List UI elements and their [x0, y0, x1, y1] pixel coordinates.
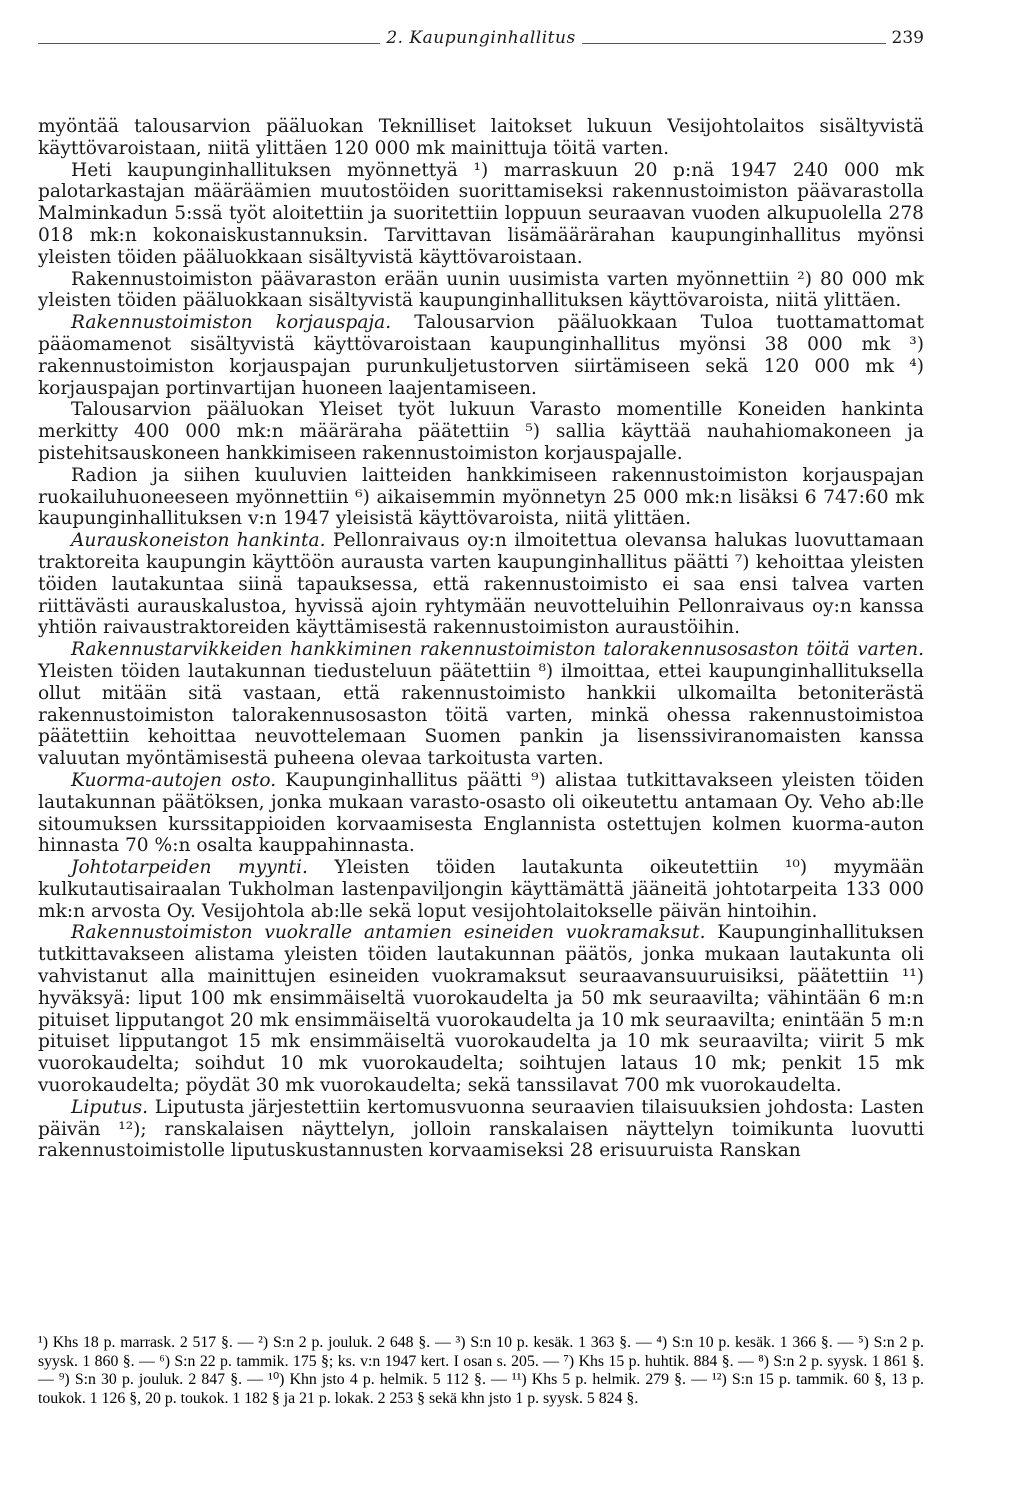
paragraph [38, 639, 924, 770]
paragraph [38, 465, 924, 530]
paragraph-text: Heti kaupunginhallituksen myönnettyä ¹) marraskuun 20 p:nä 1947 240 000 mk palotarkastajan määräämien muutostöiden suorittamiseksi rakennustoimiston päävarastolla Malminkadun 5:ssä työt aloitettiin ja suoritettiin loppuun seuraavan vuoden alkupuolella 278 018 mk:n kokonaiskustannuksin. Tarvittavan lisämäärärahan kaupunginhallitus myönsi yleisten töiden pääluokkaan sisältyvistä käyttövaroistaan. [38, 159, 924, 268]
page-header [38, 28, 924, 62]
paragraph-heading: Rakennustoimiston vuokralle antamien esineiden vuokramaksut. [71, 922, 706, 944]
header-section-title [38, 28, 924, 48]
paragraph-text: Liputusta järjestettiin kertomusvuonna seuraavien tilaisuuksien johdosta: Lasten päivän ¹²); ranskalaisen näyttelyn, jolloin ranskalaisen näyttelyn toimikunta luovutti rakennustoimistolle liputuskustannusten korvaamiseksi 28 erisuuruista Ranskan [38, 1096, 924, 1162]
paragraph [38, 530, 924, 639]
paragraph-heading: Rakennustarvikkeiden hankkiminen rakennustoimiston talorakennusosaston töitä varten. [71, 639, 924, 661]
paragraph-text: Rakennustoimiston päävaraston erään uunin uusimista varten myönnettiin ²) 80 000 mk yleisten töiden pääluokkaan sisältyvistä kaupunginhallituksen käyttövaroista, niitä ylittäen. [38, 268, 924, 312]
paragraph-text: Kaupunginhallitus päätti ⁹) alistaa tutkittavakseen yleisten töiden lautakunnan päätöksen, jonka mukaan varasto-osasto oli oikeutettu antamaan Oy. Veho ab:lle sitoumuksen kurssitappioiden korvaamisesta Englannista ostettujen kolmen kuorma-auton hinnasta 70 %:n osalta kauppahinnasta. [38, 769, 924, 857]
paragraph [38, 922, 924, 1096]
document-page [38, 28, 924, 1162]
body-text [38, 116, 924, 1162]
paragraph [38, 770, 924, 857]
paragraph-heading: Rakennustoimiston korjauspaja. [71, 312, 392, 334]
paragraph [38, 857, 924, 922]
paragraph [38, 399, 924, 464]
paragraph [38, 116, 924, 160]
paragraph-text: Talousarvion pääluokan Yleiset työt lukuun Varasto momentille Koneiden hankinta merkitty 400 000 mk:n määräraha päätettiin ⁵) sallia käyttää nauhahiomakoneen ja pistehitsauskoneen hankkimiseen rakennustoimiston korjauspajalle. [38, 399, 924, 464]
paragraph-text: myöntää talousarvion pääluokan Teknilliset laitokset lukuun Vesijohtolaitos sisältyvistä käyttövaroistaan, niitä ylittäen 120 000 mk mainittuja töitä varten. [38, 116, 924, 159]
footnotes [38, 1334, 924, 1408]
footnote-text: ¹) Khs 18 p. marrask. 2 517 §. — ²) S:n 2 p. jouluk. 2 648 §. — ³) S:n 10 p. kesäk. 1 363 §. — ⁴) S:n 10 p. kesäk. 1 366 §. — ⁵) S:n 2 p. syysk. 1 860 §. — ⁶) S:n 22 p. tammik. 175 §; ks. v:n 1947 kert. I osan s. 205. — ⁷) Khs 15 p. huhtik. 884 §. — ⁸) S:n 2 p. syysk. 1 861 §. — ⁹) S:n 30 p. jouluk. 2 847 §. — ¹⁰) Khn jsto 4 p. helmik. 5 112 §. — ¹¹) Khs 5 p. helmik. 279 §. — ¹²) S:n 15 p. tammik. 60 §, 13 p. toukok. 1 126 §, 20 p. toukok. 1 182 § ja 21 p. lokak. 2 253 § sekä khn jsto 1 p. syysk. 5 824 §. [38, 1334, 924, 1407]
paragraph-text: Yleisten töiden lautakunta oikeutettiin ¹⁰) myymään kulkutautisairaalan Tukholman lastenpaviljongin käyttämättä jääneitä johtotarpeita 133 000 mk:n arvosta Oy. Vesijohtola ab:lle sekä loput vesijohtolaitokselle päivän hintoihin. [38, 857, 924, 922]
paragraph [38, 1097, 924, 1162]
paragraph-text: Radion ja siihen kuuluvien laitteiden hankkimiseen rakennustoimiston korjauspajan ruokailuhuoneeseen myönnettiin ⁶) aikaisemmin myönnetyn 25 000 mk:n lisäksi 6 747:60 mk kaupunginhallituksen v:n 1947 yleisistä käyttövaroista, niitä ylittäen. [38, 464, 924, 530]
paragraph-text: Pellonraivaus oy:n ilmoitettua olevansa halukas luovuttamaan traktoreita kaupungin käyttöön aurausta varten kaupunginhallitus päätti ⁷) kehoittaa yleisten töiden lautakuntaa siinä tapauksessa, että rakennustoimisto ei saa ensi talvea varten riittävästi aurauskalustoa, hyvissä ajoin ryhtymään neuvotteluihin Pellonraivaus oy:n kanssa yhtiön raivaustraktoreiden käyttämisestä rakennustoimiston auraustöihin. [38, 530, 924, 639]
page-number: 239 [886, 28, 924, 48]
section-title-text: 2. Kaupunginhallitus [380, 28, 581, 48]
paragraph [38, 269, 924, 313]
paragraph-heading: Johtotarpeiden myynti. [71, 857, 308, 879]
paragraph-text: Talousarvion pääluokkaan Tuloa tuottamattomat pääomamenot sisältyvistä käyttövaroistaan kaupunginhallitus myönsi 38 000 mk ³) rakennustoimiston korjauspajan purunkuljetustorven siirtämiseen sekä 120 000 mk ⁴) korjauspajan portinvartijan huoneen laajentamiseen. [38, 312, 924, 399]
paragraph-heading: Liputus. [71, 1096, 149, 1118]
paragraph-heading: Kuorma-autojen osto. [71, 769, 277, 791]
paragraph-text: Kaupunginhallituksen tutkittavakseen alistama yleisten töiden lautakunnan päätös, jonka mukaan lautakunta oli vahvistanut alla mainittujen esineiden vuokramaksut seuraavansuuruisiksi, päätettiin ¹¹) hyväksyä: liput 100 mk ensimmäiseltä vuorokaudelta ja 50 mk seuraavilta; vähintään 6 m:n pituiset lipputangot 20 mk ensimmäiseltä vuorokaudelta ja 10 mk seuraavilta; enintään 5 m:n pituiset lipputangot 15 mk ensimmäiseltä vuorokaudelta ja 10 mk seuraavilta; viirit 5 mk vuorokaudelta; soihdut 10 mk vuorokaudelta; soihtujen lataus 10 mk; penkit 15 mk vuorokaudelta; pöydät 30 mk vuorokaudelta; sekä tanssilavat 700 mk vuorokaudelta. [38, 922, 924, 1097]
paragraph-text: Yleisten töiden lautakunnan tiedusteluun päätettiin ⁸) ilmoittaa, ettei kaupunginhallituksella ollut mitään sitä vastaan, että rakennustoimisto hankkii ulkomailta betoniterästä rakennustoimiston talorakennusosaston töitä varten, minkä ohessa rakennustoimistoa päätettiin kehoittaa neuvottelemaan Suomen pankin ja lisenssiviranomaisten kanssa valuutan myöntämisestä puheena olevaa tarkoitusta varten. [38, 660, 924, 770]
paragraph [38, 160, 924, 269]
paragraph-heading: Aurauskoneiston hankinta. [71, 530, 326, 552]
paragraph [38, 312, 924, 399]
